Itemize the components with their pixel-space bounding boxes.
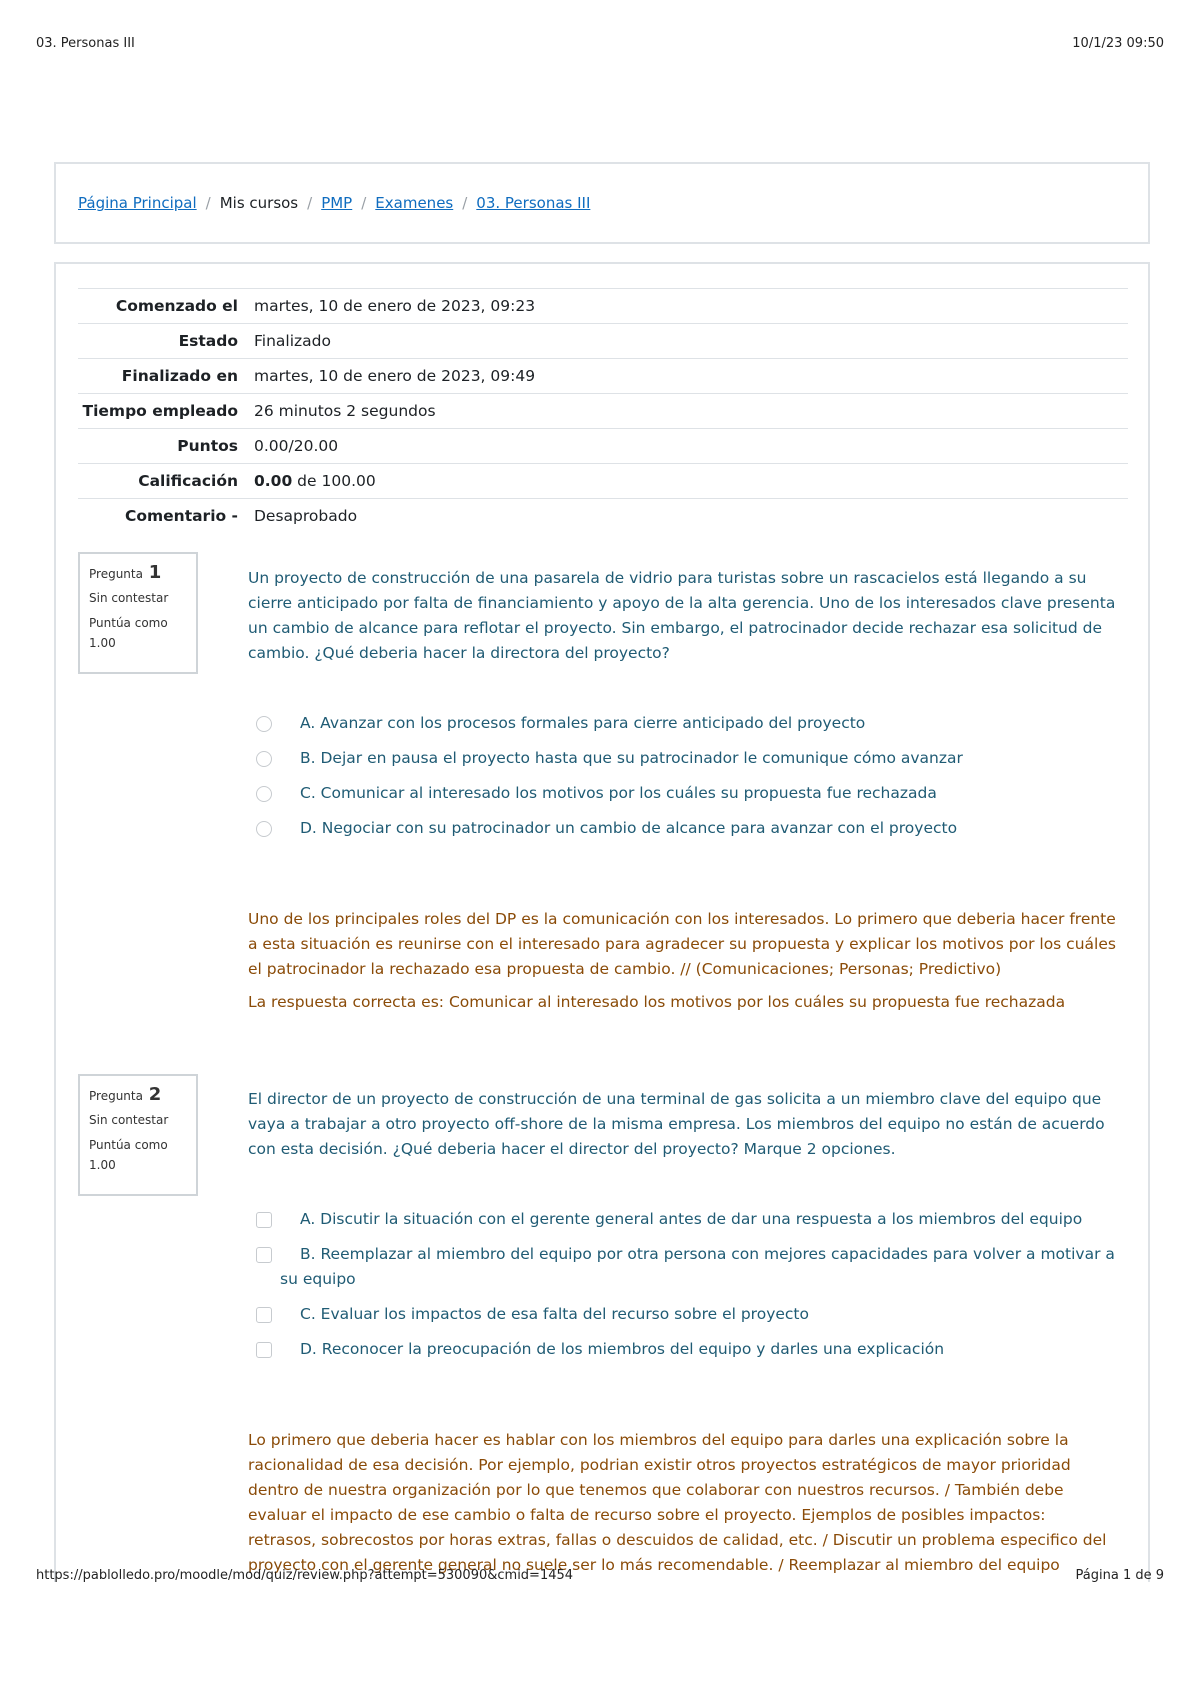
summary-label: Tiempo empleado bbox=[82, 402, 238, 420]
summary-row-marks bbox=[78, 429, 1128, 464]
breadcrumb bbox=[54, 162, 1150, 244]
summary-row-comment bbox=[78, 499, 1128, 534]
question-state: Sin contestar bbox=[89, 1113, 169, 1127]
summary-row-started bbox=[78, 289, 1128, 324]
right-answer: La respuesta correcta es: Comunicar al interesado los motivos por los cuáles su propuesta fue rechazada bbox=[248, 993, 1066, 1011]
question-feedback-1 bbox=[248, 907, 1118, 1023]
summary-label: Comentario - bbox=[124, 507, 238, 525]
answer-options-1 bbox=[252, 711, 1122, 851]
checkbox[interactable] bbox=[256, 1342, 272, 1358]
grade-suffix: de 100.00 bbox=[292, 472, 376, 490]
summary-value bbox=[254, 464, 1128, 499]
breadcrumb-separator: / bbox=[307, 194, 313, 212]
breadcrumb-separator: / bbox=[462, 194, 468, 212]
print-footer bbox=[36, 1568, 1164, 1583]
grade-score: 0.00 bbox=[254, 472, 293, 490]
question-mark: Puntúa como 1.00 bbox=[89, 616, 168, 650]
general-feedback: Uno de los principales roles del DP es la comunicación con los interesados. Lo primero que deberia hacer frente a esta situación es reunirse con el interesado para agradecer su propuesta y explicar los motivos por los cuáles el patrocinador la rechazado esa propuesta de cambio. // (Comunicaciones; Personas; Predictivo) bbox=[248, 910, 1116, 978]
question-text-2: El director de un proyecto de construcción de una terminal de gas solicita a un miembro clave del equipo que vaya a trabajar a otro proyecto off-shore de la misma empresa. Los miembros del equipo no están de acuerdo con esta decisión. ¿Qué deberia hacer el director del proyecto? Marque 2 opciones. bbox=[248, 1090, 1105, 1158]
summary-value: Finalizado bbox=[254, 332, 331, 350]
summary-label: Puntos bbox=[177, 437, 238, 455]
question-info-2 bbox=[78, 1074, 198, 1196]
answer-option[interactable]: A. Avanzar con los procesos formales para cierre anticipado del proyecto bbox=[252, 711, 1122, 736]
summary-value: 26 minutos 2 segundos bbox=[254, 402, 436, 420]
breadcrumb-quiz-link[interactable]: 03. Personas III bbox=[476, 194, 591, 212]
breadcrumb-my-courses: Mis cursos bbox=[219, 194, 299, 212]
breadcrumb-section-link[interactable]: Examenes bbox=[375, 194, 454, 212]
breadcrumb-course-link[interactable]: PMP bbox=[321, 194, 353, 212]
summary-value: Desaprobado bbox=[254, 507, 358, 525]
answer-option[interactable]: B. Reemplazar al miembro del equipo por otra persona con mejores capacidades para volver a motivar a su equipo bbox=[252, 1242, 1122, 1292]
print-url: https://pablolledo.pro/moodle/mod/quiz/review.php?attempt=530090&cmid=1454 bbox=[36, 1568, 574, 1583]
answer-option[interactable]: C. Comunicar al interesado los motivos por los cuáles su propuesta fue rechazada bbox=[252, 781, 1122, 806]
checkbox[interactable] bbox=[256, 1307, 272, 1323]
summary-label: Finalizado en bbox=[121, 367, 238, 385]
summary-value: 0.00/20.00 bbox=[254, 437, 339, 455]
answer-option[interactable]: D. Reconocer la preocupación de los miembros del equipo y darles una explicación bbox=[252, 1337, 1122, 1362]
radio-button[interactable] bbox=[256, 821, 272, 837]
question-feedback-2 bbox=[248, 1428, 1118, 1582]
breadcrumb-separator: / bbox=[361, 194, 367, 212]
summary-value: martes, 10 de enero de 2023, 09:23 bbox=[254, 297, 536, 315]
radio-button[interactable] bbox=[256, 786, 272, 802]
question-info-1 bbox=[78, 552, 198, 674]
print-page-number: Página 1 de 9 bbox=[1075, 1568, 1164, 1583]
question-text-1: Un proyecto de construcción de una pasarela de vidrio para turistas sobre un rascacielos está llegando a su cierre anticipado por falta de financiamiento y apoyo de la alta gerencia. Uno de los interesados clave presenta un cambio de alcance para reflotar el proyecto. Sin embargo, el patrocinador decide rechazar esa solicitud de cambio. ¿Qué deberia hacer la directora del proyecto? bbox=[248, 569, 1116, 662]
general-feedback: Lo primero que deberia hacer es hablar con los miembros del equipo para darles una explicación sobre la racionalidad de esa decisión. Por ejemplo, podrian existir otros proyectos estratégicos de mayor prioridad dentro de nuestra organización por lo que tenemos que colaborar con nuestros recursos. / También debe evaluar el impacto de ese cambio o falta de recurso sobre el proyecto. Ejemplos de posibles impactos: retrasos, sobrecostos por horas extras, fallas o descuidos de calidad, etc. / Discutir un problema especifico del proyecto con el gerente general no suele ser lo más recomendable. / Reemplazar al miembro del equipo bbox=[248, 1431, 1107, 1574]
summary-row-grade bbox=[78, 464, 1128, 499]
print-header bbox=[36, 36, 1164, 51]
radio-button[interactable] bbox=[256, 716, 272, 732]
summary-row-finished bbox=[78, 359, 1128, 394]
answer-option[interactable]: D. Negociar con su patrocinador un cambio de alcance para avanzar con el proyecto bbox=[252, 816, 1122, 841]
radio-button[interactable] bbox=[256, 751, 272, 767]
print-datetime: 10/1/23 09:50 bbox=[1072, 36, 1164, 51]
question-number: Pregunta 1 bbox=[89, 562, 162, 583]
summary-row-time bbox=[78, 394, 1128, 429]
summary-label: Comenzado el bbox=[115, 297, 238, 315]
breadcrumb-home-link[interactable]: Página Principal bbox=[78, 194, 197, 212]
summary-label: Calificación bbox=[138, 472, 238, 490]
attempt-summary-table bbox=[78, 288, 1128, 533]
question-number: Pregunta 2 bbox=[89, 1084, 162, 1105]
checkbox[interactable] bbox=[256, 1212, 272, 1228]
answer-option[interactable]: A. Discutir la situación con el gerente general antes de dar una respuesta a los miembros del equipo bbox=[252, 1207, 1122, 1232]
answer-options-2 bbox=[252, 1207, 1122, 1372]
answer-option[interactable]: C. Evaluar los impactos de esa falta del recurso sobre el proyecto bbox=[252, 1302, 1122, 1327]
answer-option[interactable]: B. Dejar en pausa el proyecto hasta que su patrocinador le comunique cómo avanzar bbox=[252, 746, 1122, 771]
summary-row-state bbox=[78, 324, 1128, 359]
summary-value: martes, 10 de enero de 2023, 09:49 bbox=[254, 367, 536, 385]
print-title: 03. Personas III bbox=[36, 36, 135, 51]
question-state: Sin contestar bbox=[89, 591, 169, 605]
summary-label: Estado bbox=[178, 332, 238, 350]
question-mark: Puntúa como 1.00 bbox=[89, 1138, 168, 1172]
checkbox[interactable] bbox=[256, 1247, 272, 1263]
breadcrumb-separator: / bbox=[205, 194, 211, 212]
quiz-review-region bbox=[54, 262, 1150, 1582]
